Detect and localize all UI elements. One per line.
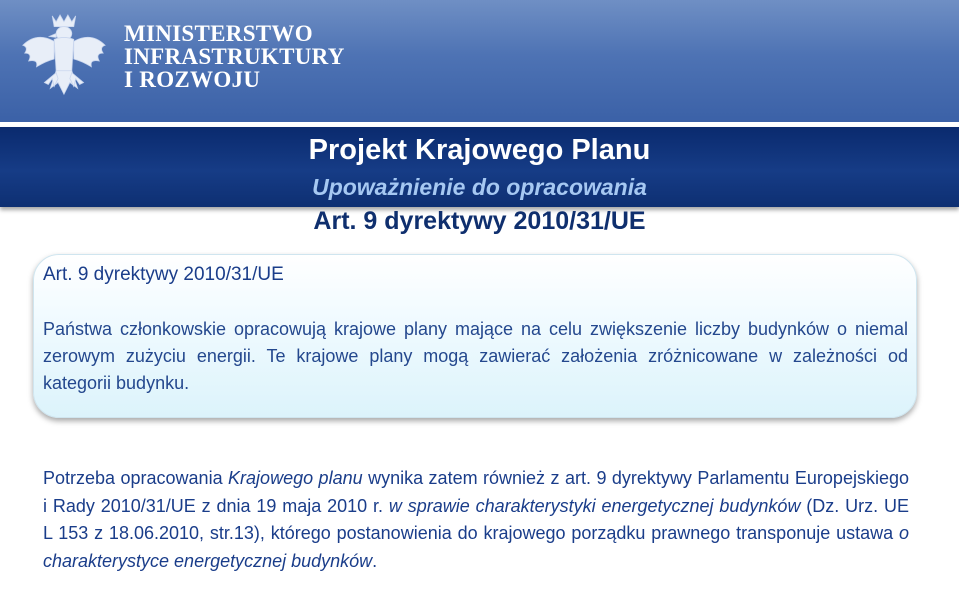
page-title: Projekt Krajowego Planu	[308, 134, 651, 166]
polish-eagle-icon	[12, 10, 112, 108]
ministry-line-3: I ROZWOJU	[124, 67, 261, 92]
body-text-1: Potrzeba opracowania	[43, 468, 229, 488]
body-text-4: .	[372, 550, 378, 571]
body-italic-3: o charakterystyce energetycznej budynków	[43, 523, 909, 571]
ministry-name	[124, 22, 345, 91]
ministry-line-2: INFRASTRUKTURY	[124, 44, 345, 69]
body-italic-1: Krajowego planu	[228, 468, 363, 488]
body-text-3: (Dz. Urz. UE L 153 z 18.06.2010, str.13), którego postanowienia do krajowego porządku prawnego transponuje ustawa	[43, 495, 909, 543]
callout-label: Art. 9 dyrektywy 2010/31/UE	[43, 264, 284, 285]
article-heading: Art. 9 dyrektywy 2010/31/UE	[313, 207, 646, 235]
body-italic-2: w sprawie charakterystyki energetycznej budynków	[388, 495, 801, 516]
ministry-header	[0, 0, 959, 122]
ministry-line-1: MINISTERSTWO	[124, 21, 313, 46]
body-text-2: wynika zatem również z art. 9 dyrektywy Parlamentu Europejskiego i Rady 2010/31/UE z dnia 19 maja 2010 r.	[43, 468, 909, 516]
body-paragraph	[43, 465, 909, 575]
callout-text: Państwa członkowskie opracowują krajowe plany mające na celu zwiększenie liczby budynków o niemal zerowym zużyciu energii. Te krajowe plany mogą zawierać założenia zróżnicowane w zależności od kategorii budynku.	[43, 319, 908, 393]
page-subtitle: Upoważnienie do opracowania	[312, 174, 647, 200]
